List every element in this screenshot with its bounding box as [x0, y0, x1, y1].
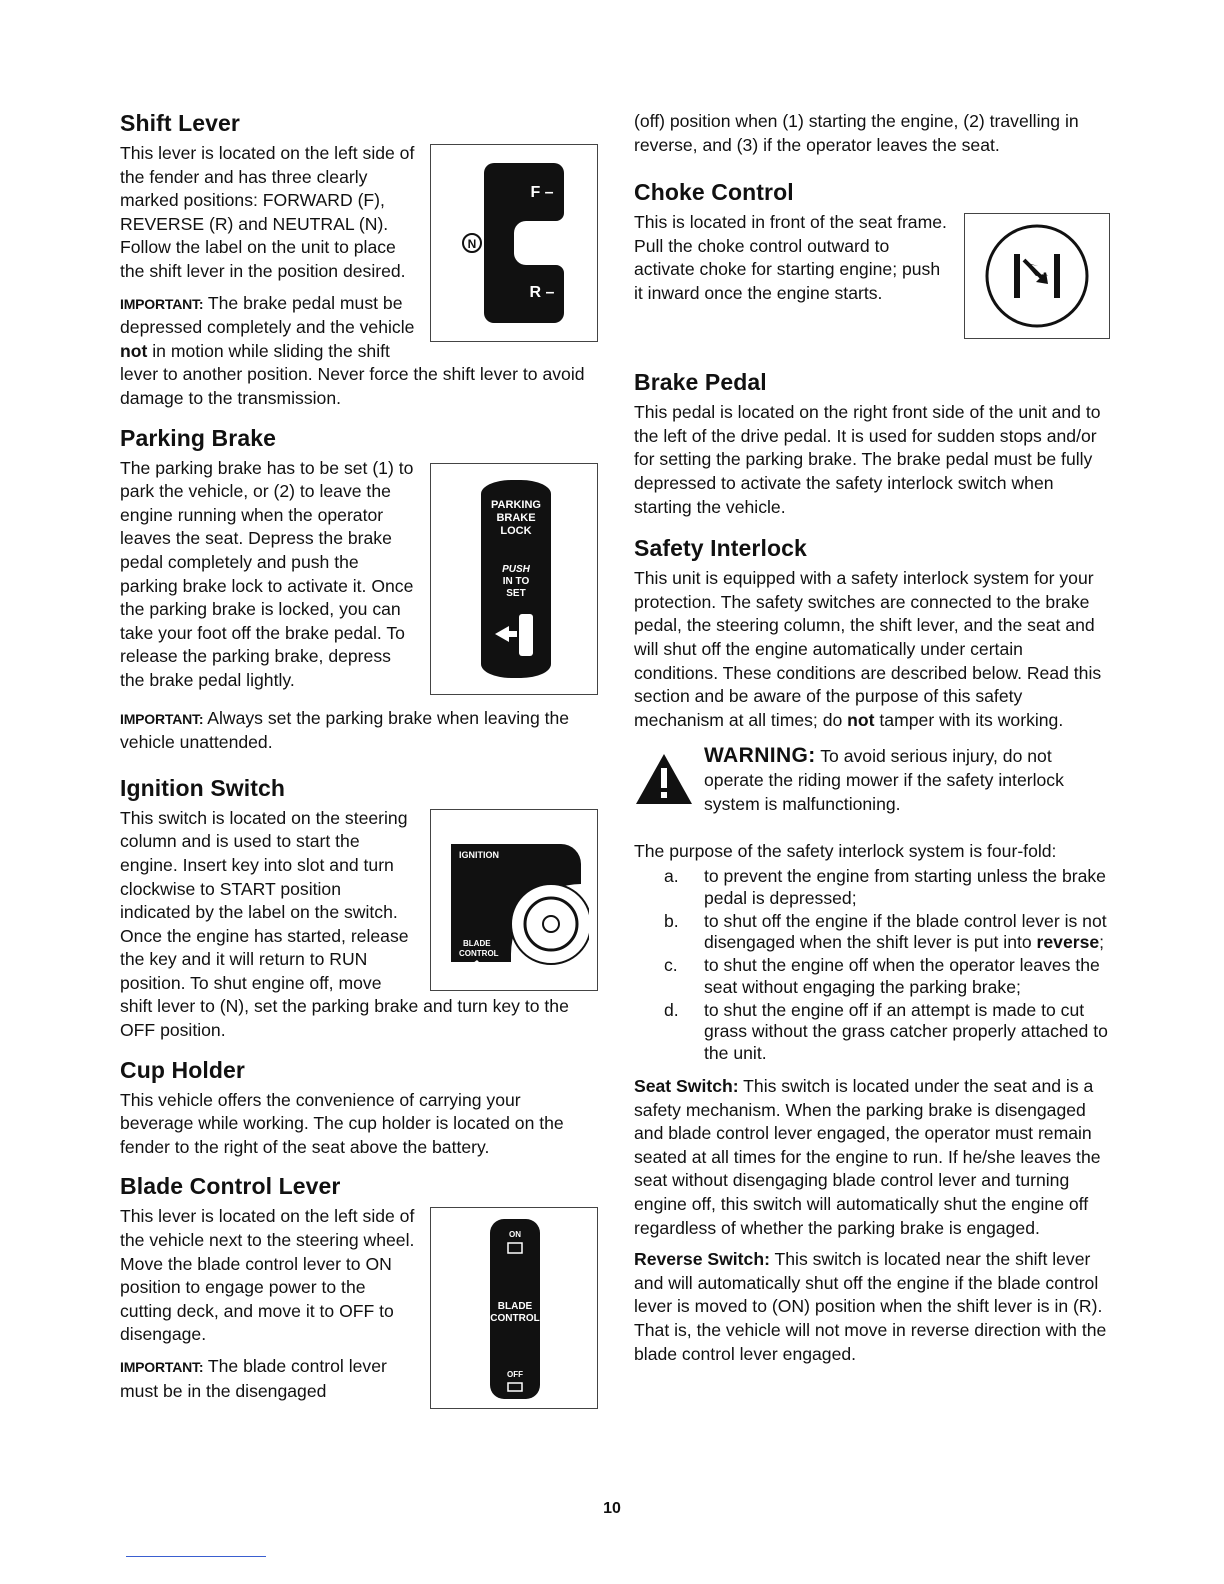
- shift-lever-section: [120, 110, 598, 411]
- list-marker: d.: [664, 999, 679, 1020]
- list-marker: b.: [664, 910, 679, 931]
- parking-l3: LOCK: [500, 524, 532, 537]
- ignition-switch-section: [120, 775, 598, 1043]
- blade-control-heading: Blade Control Lever: [120, 1173, 341, 1200]
- safety-interlock-heading: Safety Interlock: [634, 535, 807, 562]
- cup-holder-section: [120, 1057, 598, 1160]
- shift-n-label: N: [467, 237, 477, 251]
- shift-lever-heading: Shift Lever: [120, 110, 240, 136]
- ignition-switch-label-figure: [430, 809, 598, 991]
- interlock-purpose-item: [664, 955, 1110, 999]
- brake-pedal-section: [634, 369, 1110, 519]
- list-item-text: to shut the engine off if an attempt is made to cut grass without the grass catcher properly attached to the unit.: [704, 999, 1108, 1064]
- blade-control-important: IMPORTANT: The blade control lever must be in the disengaged: [120, 1356, 387, 1401]
- safety-interlock-section: [634, 535, 1110, 1366]
- list-marker: c.: [664, 955, 678, 976]
- ignition-switch-heading: Ignition Switch: [120, 774, 286, 801]
- parking-p3: SET: [506, 587, 526, 599]
- reverse-switch-paragraph: Reverse Switch: This switch is located near the shift lever and will automatically shut off the engine if the blade control lever is moved to (ON) position when the shift lever is in (R). That is, the vehicle will not move in reverse direction with the blade control lever engaged.: [634, 1249, 1107, 1364]
- blade-off-label: OFF: [507, 1370, 523, 1380]
- ignition-blade-l2: CONTROL: [459, 948, 499, 958]
- list-item-text: to prevent the engine from starting unless the brake pedal is depressed;: [704, 865, 1106, 908]
- shift-f-label: F –: [530, 184, 554, 201]
- brake-pedal-heading: Brake Pedal: [634, 369, 767, 396]
- blade-on-label: ON: [509, 1230, 521, 1240]
- cup-holder-heading: Cup Holder: [120, 1056, 245, 1083]
- parking-p2: IN TO: [502, 575, 530, 587]
- brake-pedal-text: This pedal is located on the right front side of the unit and to the left of the drive pedal. It is used for sudden stops and/or for setting the parking brake. The brake pedal must be fully depressed to activate the safety interlock switch when starting the vehicle.: [634, 402, 1101, 517]
- choke-control-heading: Choke Control: [634, 179, 794, 206]
- interlock-purpose-list: [634, 866, 1110, 1065]
- ignition-switch-label-icon: [439, 820, 589, 980]
- warning-block: [634, 744, 1110, 816]
- parking-brake-label-icon: [459, 474, 569, 684]
- blade-l2: CONTROL: [490, 1313, 540, 1325]
- interlock-purpose-item: [664, 1000, 1110, 1065]
- shift-lever-important: IMPORTANT: The brake pedal must be depressed completely and the vehicle not in motion while sliding the shift lever to another position. Never force the shift lever to avoid damage to the transmission.: [120, 292, 585, 408]
- list-item-text: to shut the engine off when the operator leaves the seat without engaging the parking brake;: [704, 955, 1100, 997]
- list-marker: a.: [664, 865, 679, 886]
- blade-control-text: This lever is located on the left side of the vehicle next to the steering wheel. Move the blade control lever to ON position to engage power to the cutting deck, and move it to OFF to disengage.: [120, 1206, 415, 1345]
- shift-lever-text: This lever is located on the left side of the fender and has three clearly marked positions: FORWARD (F), REVERSE (R) and NEUTRAL (N). Follow the label on the unit to place the shift lever in the position desired.: [120, 143, 415, 281]
- shift-lever-label-figure: [430, 144, 598, 342]
- parking-brake-heading: Parking Brake: [120, 424, 276, 451]
- shift-lever-label-icon: [454, 153, 574, 333]
- warning-label: WARNING:: [704, 744, 816, 768]
- interlock-purpose-item: [664, 911, 1110, 955]
- ignition-switch-text: This switch is located on the steering column and is used to start the engine. Insert key into slot and turn clockwise to START position indicated by the label on the switch. Once the engine has started, release the key and it will return to RUN position. To shut engine off, move shift lever to (N), set the parking brake and turn key to the OFF position.: [120, 807, 569, 1041]
- parking-brake-section: [120, 425, 598, 755]
- warning-text: WARNING: To avoid serious injury, do not operate the riding mower if the safety interlock system is malfunctioning.: [704, 744, 1064, 815]
- choke-control-section: [634, 179, 1110, 343]
- page-number: 10: [603, 1500, 621, 1517]
- reverse-switch-label: Reverse Switch:: [634, 1249, 770, 1270]
- warning-triangle-icon: [634, 744, 704, 816]
- shift-r-label: R –: [529, 284, 555, 301]
- parking-l2: BRAKE: [496, 511, 536, 524]
- parking-brake-text: The parking brake has to be set (1) to park the vehicle, or (2) to leave the engine running when the operator leaves the seat. Depress the brake pedal completely and push the parking brake lock to activate it. Once the parking brake is locked, you can take your foot off the brake pedal. To release the parking brake, depress the brake pedal lightly.: [120, 457, 414, 690]
- footer-line: [126, 1556, 266, 1557]
- blade-control-continued-text: (off) position when (1) starting the engine, (2) travelling in reverse, and (3) if the operator leaves the seat.: [634, 111, 1079, 155]
- ignition-blade-l1: BLADE: [463, 938, 491, 948]
- blade-control-label-icon: [474, 1213, 554, 1403]
- safety-interlock-text: This unit is equipped with a safety interlock system for your protection. The safety switches are connected to the brake pedal, the steering column, the shift lever, and the seat and will shut off the engine automatically under certain conditions. These conditions are described below. Read this section and be aware of the purpose of this safety mechanism at all times; do not tamper with its working.: [634, 568, 1102, 730]
- important-label: IMPORTANT:: [120, 295, 204, 312]
- blade-control-label-figure: [430, 1207, 598, 1409]
- parking-p1: PUSH: [502, 563, 530, 575]
- left-column: [120, 104, 598, 1427]
- choke-label-figure: [964, 213, 1110, 339]
- seat-switch-label: Seat Switch:: [634, 1076, 739, 1097]
- right-column: [634, 104, 1110, 1380]
- blade-l1: BLADE: [497, 1301, 533, 1313]
- seat-switch-paragraph: Seat Switch: This switch is located under the seat and is a safety mechanism. When the parking brake is disengaged and blade control lever engaged, the operator must remain seated at all times for the engine to run. If he/she leaves the seat without disengaging blade control lever and turning engine off, this switch will automatically shut the engine off regardless of whether the parking brake is engaged.: [634, 1076, 1101, 1238]
- blade-control-section: [120, 1173, 598, 1413]
- parking-brake-important: IMPORTANT: Always set the parking brake when leaving the vehicle unattended.: [120, 707, 570, 753]
- cup-holder-text: This vehicle offers the convenience of carrying your beverage while working. The cup holder is located on the fender to the right of the seat above the battery.: [120, 1089, 564, 1157]
- list-item-text: to shut off the engine if the blade control lever is not disengaged when the shift lever is put into reverse;: [704, 910, 1107, 953]
- choke-icon: [974, 220, 1100, 332]
- parking-brake-label-figure: [430, 463, 598, 695]
- parking-l1: PARKING: [491, 498, 541, 511]
- interlock-purpose-item: [664, 866, 1110, 910]
- interlock-purpose: The purpose of the safety interlock system is four-fold:: [634, 841, 1057, 862]
- ignition-label: IGNITION: [459, 849, 499, 860]
- choke-control-text: This is located in front of the seat frame. Pull the choke control outward to activate choke for starting engine; push it inward once the engine starts.: [634, 212, 947, 303]
